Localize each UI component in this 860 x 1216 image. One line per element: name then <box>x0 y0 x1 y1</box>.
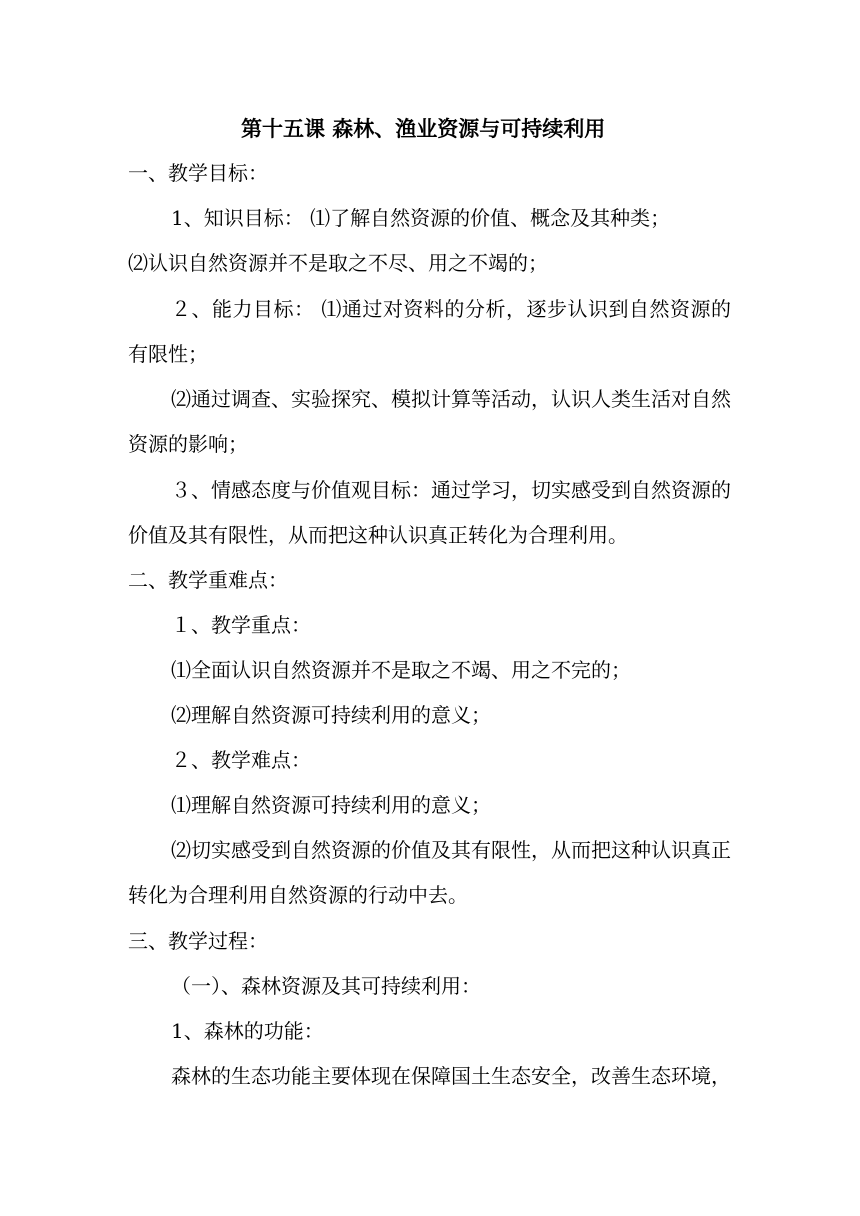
subheading: ２、教学难点： <box>171 748 311 772</box>
paragraph-line: 1、知识目标： ⑴了解自然资源的价值、概念及其种类； <box>171 206 671 230</box>
paragraph-line: ⑵认识自然资源并不是取之不尽、用之不竭的； <box>128 251 548 275</box>
paragraph-line: 转化为合理利用自然资源的行动中去。 <box>128 883 468 907</box>
paragraph-line: ⑵切实感受到自然资源的价值及其有限性，从而把这种认识真正 <box>171 838 731 862</box>
section-heading: 二、教学重难点： <box>128 568 288 592</box>
subheading: （一）、森林资源及其可持续利用： <box>171 974 481 998</box>
paragraph-line: ⑵理解自然资源可持续利用的意义； <box>171 703 491 727</box>
paragraph-line: ⑴理解自然资源可持续利用的意义； <box>171 793 491 817</box>
paragraph-line: ３、情感态度与价值观目标：通过学习，切实感受到自然资源的 <box>171 478 731 502</box>
paragraph-line: ⑵通过调查、实验探究、模拟计算等活动，认识人类生活对自然 <box>171 387 731 411</box>
paragraph-line: 价值及其有限性，从而把这种认识真正转化为合理利用。 <box>128 523 628 547</box>
section-heading: 一、教学目标： <box>128 161 268 185</box>
paragraph-line: 森林的生态功能主要体现在保障国土生态安全，改善生态环境， <box>171 1064 731 1088</box>
paragraph-line: 有限性； <box>128 342 208 366</box>
subheading: 1、森林的功能： <box>171 1019 324 1043</box>
paragraph-line: ２、能力目标： ⑴通过对资料的分析，逐步认识到自然资源的 <box>171 297 731 321</box>
paragraph-line: 资源的影响； <box>128 432 248 456</box>
paragraph-line: ⑴全面认识自然资源并不是取之不竭、用之不完的； <box>171 658 631 682</box>
section-heading: 三、教学过程： <box>128 929 268 953</box>
subheading: １、教学重点： <box>171 613 311 637</box>
page-title: 第十五课 森林、渔业资源与可持续利用 <box>241 116 606 141</box>
